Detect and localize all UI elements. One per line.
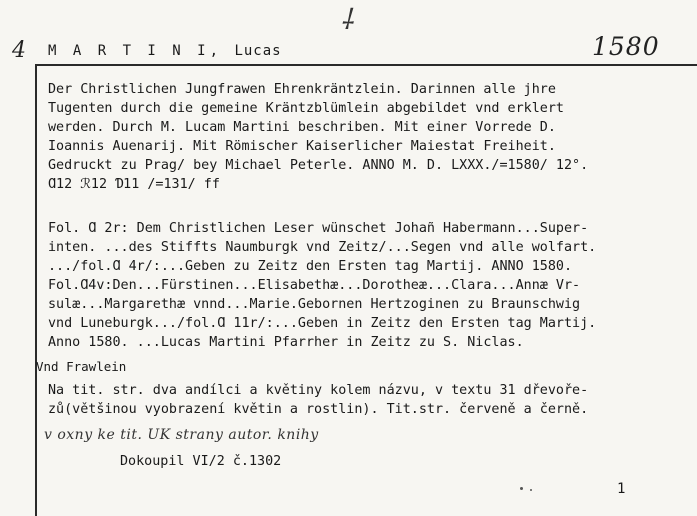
speck (530, 489, 532, 491)
desc-line: Ɑ12 ℛ12 Ɗ11 /=131/ ff (48, 177, 220, 192)
handwritten-year: 1580 (592, 32, 660, 61)
handwritten-note: v oxny ke tit. UK strany autor. knihy (44, 427, 319, 443)
bibliographic-reference: Dokoupil VI/2 č.1302 (120, 454, 282, 469)
author-surname: M A R T I N I, (48, 43, 223, 59)
handwritten-number: 4 (12, 38, 26, 63)
folio-line: sulæ...Margarethæ vnnd...Marie.Gebornen Hertzoginen zu Braunschwig (48, 297, 581, 312)
folio-line: Fol. Ɑ 2r: Dem Christlichen Leser wünschet Johañ Habermann...Super- (48, 221, 589, 236)
handwritten-mark: ⸸ (340, 3, 354, 36)
left-rule (35, 64, 37, 516)
top-rule (36, 64, 697, 66)
folio-transcription (48, 219, 596, 352)
card-page-number: 1 (617, 481, 626, 497)
author-heading (48, 43, 282, 59)
folio-line: .../fol.Ɑ 4r/:...Geben zu Zeitz den Ersten tag Martij. ANNO 1580. (48, 259, 573, 274)
desc-line: werden. Durch M. Lucam Martini beschriben. Mit einer Vorrede D. (48, 120, 556, 135)
note-line: Na tit. str. dva andílci a květiny kolem názvu, v textu 31 dřevoře- (48, 383, 589, 398)
physical-note (48, 381, 588, 419)
desc-line: Tugenten durch die gemeine Kräntzblümlein abgebildet vnd erklert (48, 101, 564, 116)
desc-line: Gedruckt zu Prag/ bey Michael Peterle. ANNO M. D. LXXX./=1580/ 12°. (48, 158, 589, 173)
inserted-line: Vnd Frawlein (36, 359, 127, 374)
speck (520, 487, 523, 490)
folio-line: inten. ...des Stiffts Naumburgk vnd Zeitz/...Segen vnd alle wolfart. (48, 240, 597, 255)
desc-line: Der Christlichen Jungfrawen Ehrenkräntzlein. Darinnen alle jhre (48, 82, 556, 97)
folio-line: vnd Luneburgk.../fol.Ɑ 11r/:...Geben in Zeitz den Ersten tag Martij. (48, 316, 597, 331)
note-line: zů(většinou vyobrazení květin a rostlin). Tit.str. červeně a černě. (48, 402, 589, 417)
folio-line: Fol.Ɑ4v:Den...Fürstinen...Elisabethæ...Dorotheæ...Clara...Annæ Vr- (48, 278, 581, 293)
desc-line: Ioannis Auenarij. Mit Römischer Kaiserlicher Maiestat Freiheit. (48, 139, 556, 154)
title-description (48, 80, 588, 194)
author-given-name: Lucas (234, 43, 282, 59)
folio-line: Anno 1580. ...Lucas Martini Pfarrher in Zeitz zu S. Niclas. (48, 335, 524, 350)
